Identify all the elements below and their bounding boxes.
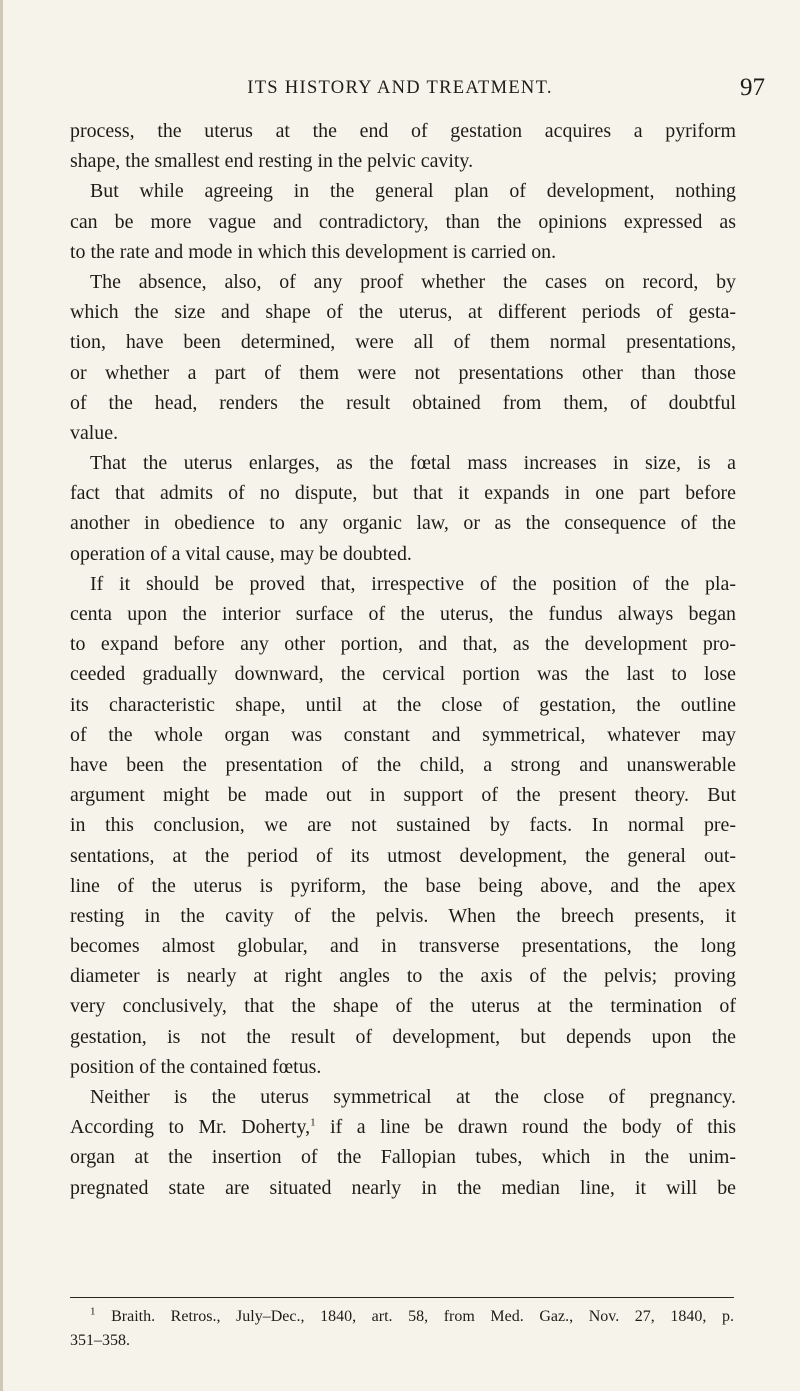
text-line: to the rate and mode in which this development is carried on. bbox=[70, 240, 557, 263]
text-line: sentations, at the period of its utmost development, the general out- bbox=[70, 844, 736, 867]
footnote-line: 351–358. bbox=[70, 1332, 130, 1349]
text-line: in this conclusion, we are not sustained by facts. In normal pre- bbox=[70, 814, 736, 837]
text-line: very conclusively, that the shape of the uterus at the termination of bbox=[70, 995, 736, 1018]
page-number: 97 bbox=[740, 74, 765, 101]
text-line: shape, the smallest end resting in the pelvic cavity. bbox=[70, 150, 474, 173]
text-line: or whether a part of them were not presentations other than those bbox=[70, 361, 736, 384]
footnote-rule bbox=[70, 1297, 734, 1298]
footnote-marker: 1 bbox=[90, 1305, 96, 1318]
text-line: position of the contained fœtus. bbox=[70, 1055, 322, 1078]
text-line: resting in the cavity of the pelvis. When the breech presents, it bbox=[70, 904, 736, 927]
text-line: operation of a vital cause, may be doubted. bbox=[70, 542, 412, 565]
text-line: of the head, renders the result obtained from them, of doubtful bbox=[70, 391, 736, 414]
text-line: tion, have been determined, were all of them normal presentations, bbox=[70, 331, 736, 354]
text-line: fact that admits of no dispute, but that it expands in one part before bbox=[70, 482, 736, 505]
text-line: gestation, is not the result of development, but depends upon the bbox=[70, 1025, 736, 1048]
text-line: becomes almost globular, and in transverse presentations, the long bbox=[70, 935, 736, 958]
text-line: ceeded gradually downward, the cervical portion was the last to lose bbox=[70, 663, 736, 686]
text-line: pregnated state are situated nearly in the median line, it will be bbox=[70, 1176, 736, 1199]
text-line: If it should be proved that, irrespective of the position of the pla- bbox=[90, 572, 736, 595]
text-line: to expand before any other portion, and that, as the development pro- bbox=[70, 633, 736, 656]
text-line: organ at the insertion of the Fallopian tubes, which in the unim- bbox=[70, 1146, 736, 1169]
running-title: ITS HISTORY AND TREATMENT. bbox=[247, 78, 553, 98]
text-line: can be more vague and contradictory, than the opinions expressed as bbox=[70, 210, 736, 233]
body-text bbox=[70, 116, 736, 1203]
footnote-reference: 1 bbox=[310, 1116, 316, 1129]
text-line: process, the uterus at the end of gestation acquires a pyriform bbox=[70, 120, 736, 142]
text-segment: if a line be drawn round the body of this bbox=[315, 1116, 736, 1139]
text-line bbox=[70, 1112, 736, 1142]
text-line: line of the uterus is pyriform, the base being above, and the apex bbox=[70, 874, 736, 897]
text-line: have been the presentation of the child, a strong and unanswerable bbox=[70, 753, 736, 776]
text-line: another in obedience to any organic law, or as the consequence of the bbox=[70, 512, 736, 535]
text-line: argument might be made out in support of the present theory. But bbox=[70, 784, 736, 807]
page-edge-shadow bbox=[0, 0, 3, 1391]
text-line: Neither is the uterus symmetrical at the close of pregnancy. bbox=[90, 1086, 736, 1108]
footnote bbox=[70, 1305, 734, 1353]
text-line: of the whole organ was constant and symmetrical, whatever may bbox=[70, 723, 736, 746]
footnote-line bbox=[70, 1305, 734, 1329]
text-line: That the uterus enlarges, as the fœtal mass increases in size, is a bbox=[90, 452, 736, 475]
text-line: diameter is nearly at right angles to the axis of the pelvis; proving bbox=[70, 965, 736, 988]
text-line: centa upon the interior surface of the uterus, the fundus always began bbox=[70, 603, 736, 625]
text-segment: According to Mr. Doherty, bbox=[70, 1116, 311, 1139]
text-line: its characteristic shape, until at the close of gestation, the outline bbox=[70, 693, 736, 716]
footnote-text: Braith. Retros., July–Dec., 1840, art. 58, from Med. Gaz., Nov. 27, 1840, p. bbox=[95, 1308, 734, 1325]
text-line: value. bbox=[70, 421, 119, 444]
running-head bbox=[0, 76, 800, 106]
text-line: The absence, also, of any proof whether the cases on record, by bbox=[90, 270, 736, 293]
text-line: which the size and shape of the uterus, at different periods of gesta- bbox=[70, 301, 736, 324]
text-line: But while agreeing in the general plan of development, nothing bbox=[90, 180, 736, 203]
